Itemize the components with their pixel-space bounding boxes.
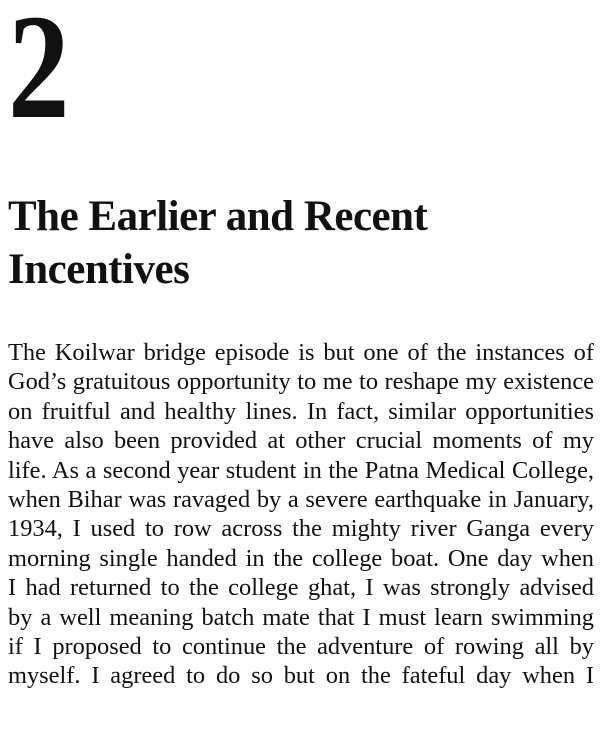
body-line: if I proposed to continue the adventure of rowing all by [8,633,594,661]
body-line: I had returned to the college ghat, I was strongly advised [8,574,594,602]
body-line: morning single handed in the college boat. One day when [8,544,594,572]
body-line: by a well meaning batch mate that I must learn swimming [8,603,594,631]
chapter-title-line: The Earlier and Recent [8,193,428,240]
body-paragraph [8,338,594,691]
body-line: when Bihar was ravaged by a severe earthquake in January, [8,486,594,514]
chapter-title-line: Incentives [8,246,190,293]
body-line: myself. I agreed to do so but on the fateful day when I [8,662,594,690]
body-line: life. As a second year student in the Patna Medical College, [8,456,594,484]
body-line: The Koilwar bridge episode is but one of the instances of [8,339,594,366]
chapter-title [8,190,598,296]
body-line: 1934, I used to row across the mighty river Ganga every [8,515,594,543]
body-line: on fruitful and healthy lines. In fact, similar opportunities [8,397,594,425]
body-line: God’s gratuitous opportunity to me to reshape my existence [8,368,594,396]
chapter-number: 2 [8,0,67,150]
body-line: have also been provided at other crucial moments of my [8,427,594,455]
